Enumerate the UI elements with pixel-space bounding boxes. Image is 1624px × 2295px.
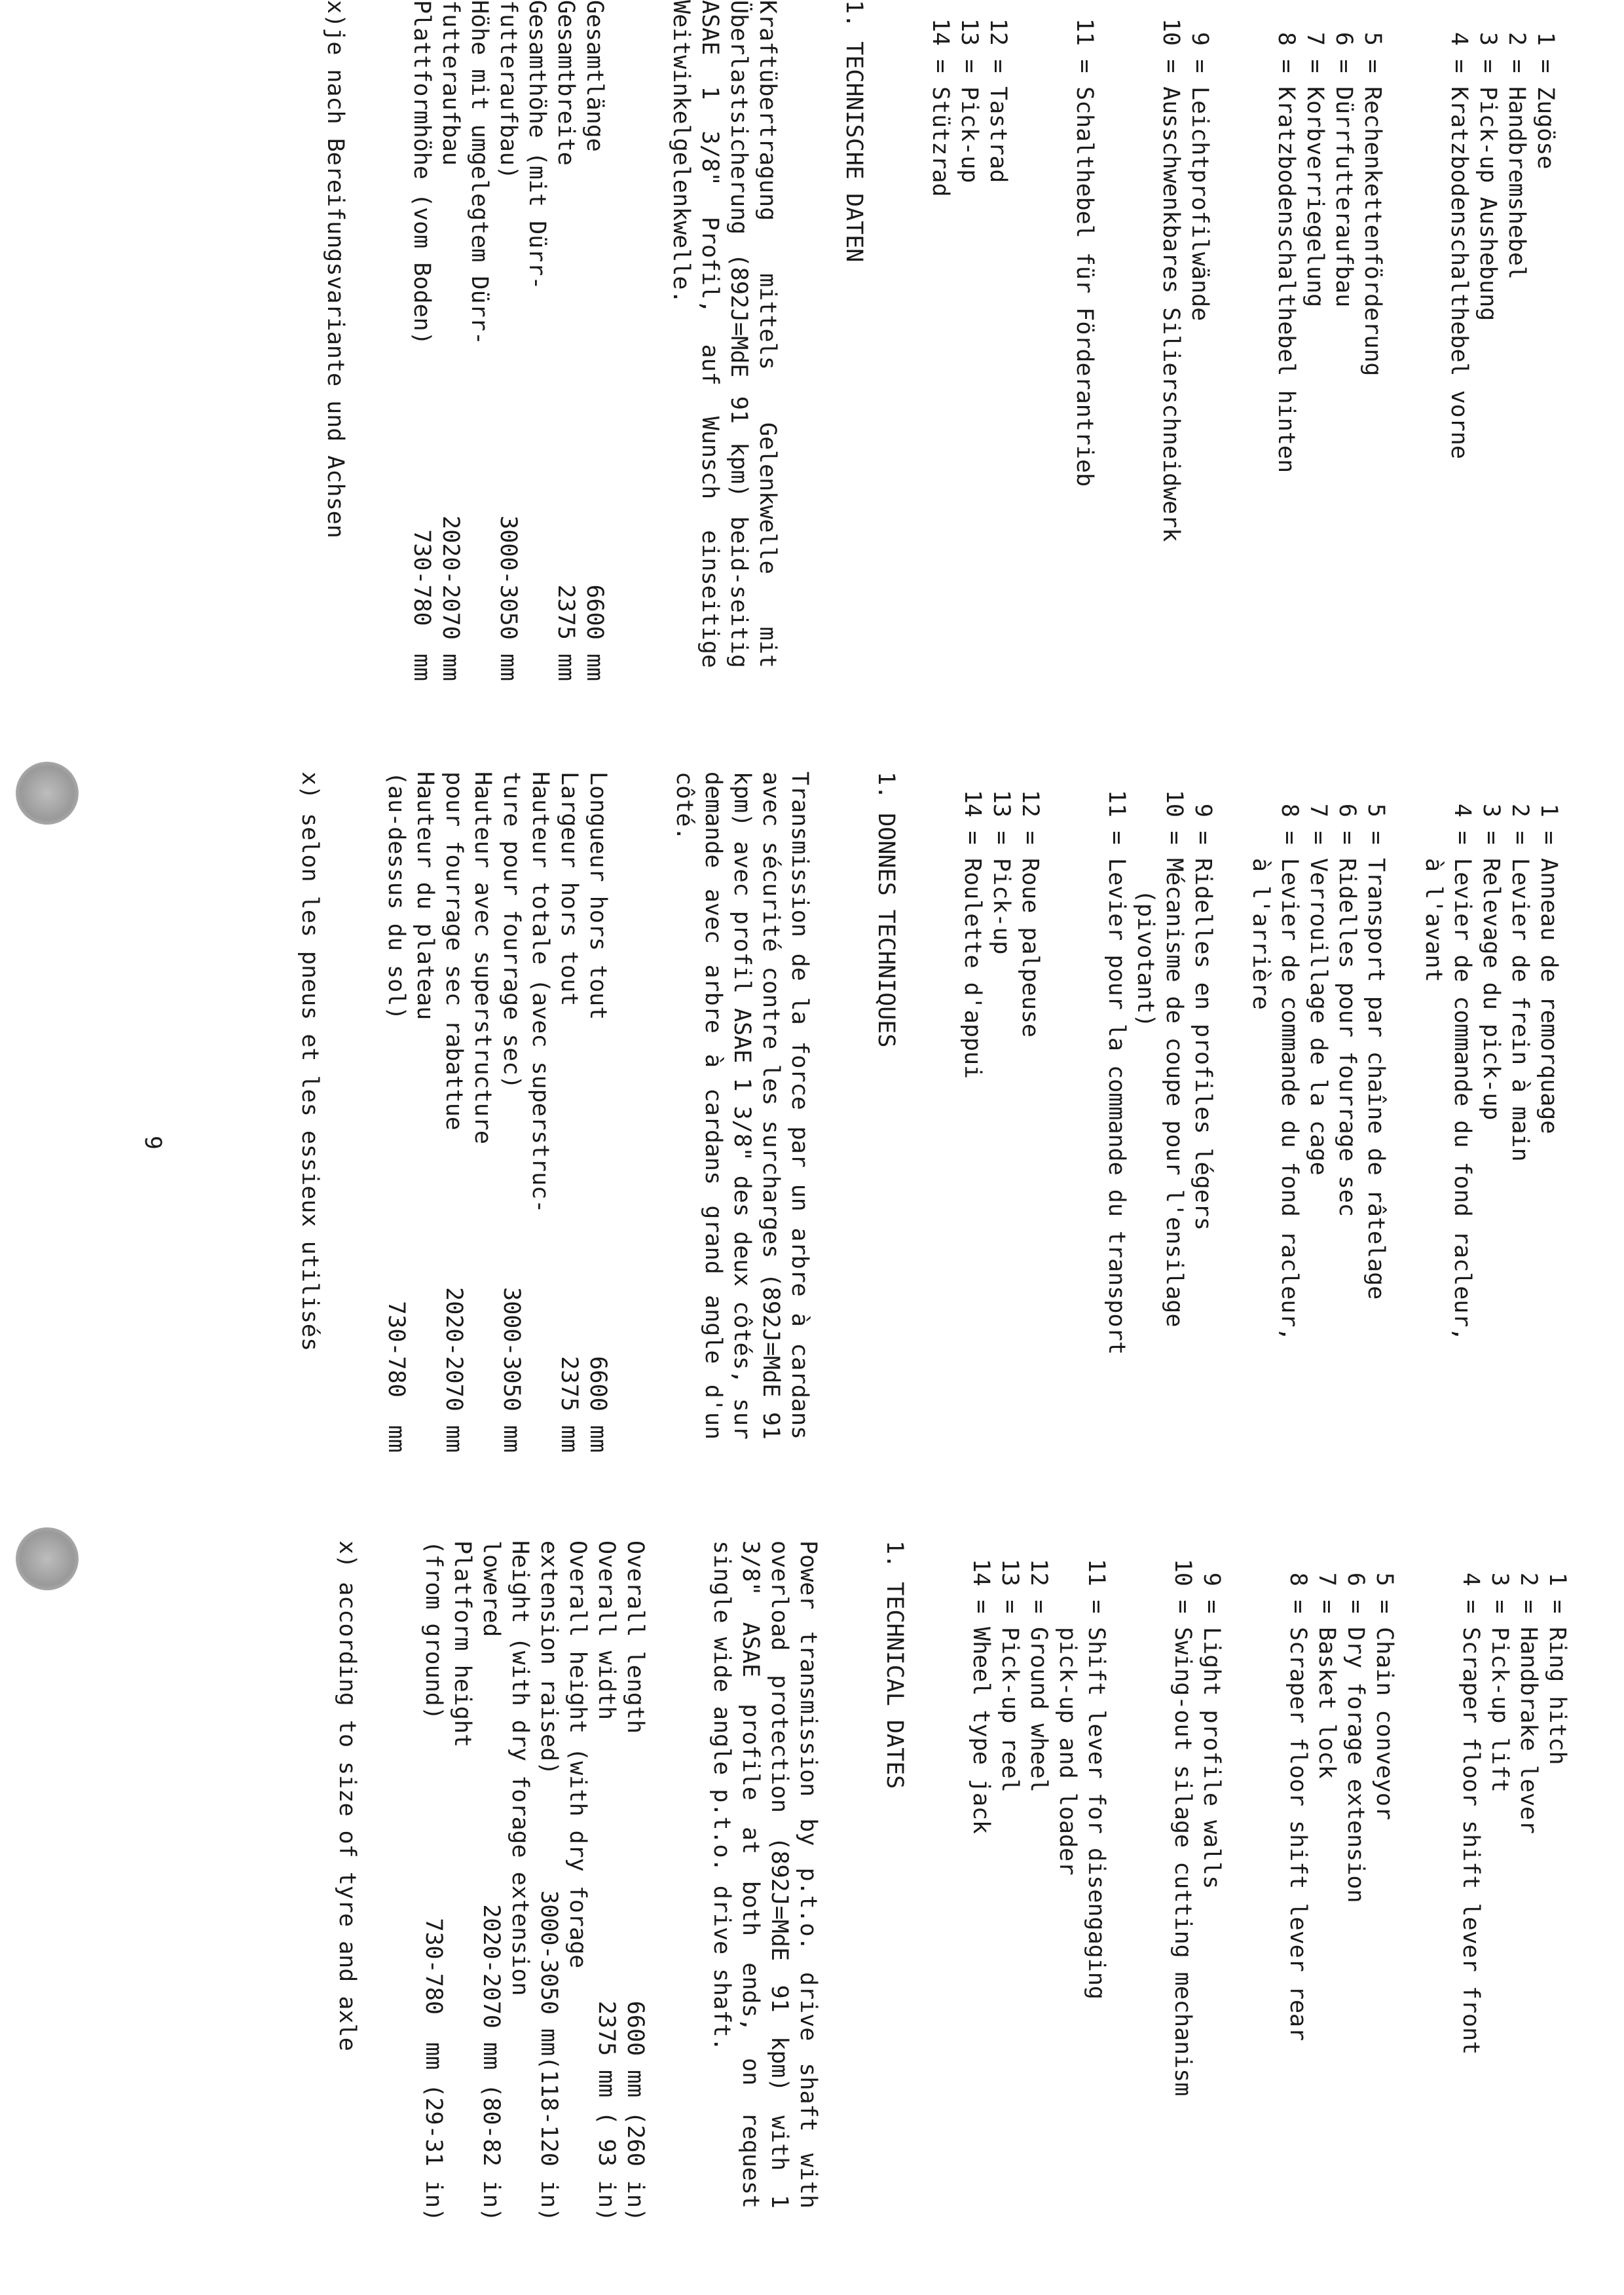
spec-row: Largeur hors tout 2375 mm bbox=[556, 772, 582, 1453]
list-item: 10 = Mécanisme de coupe pour l'ensilage bbox=[1161, 789, 1187, 1328]
spec-table bbox=[382, 772, 612, 1453]
list-item: 12 = Ground wheel bbox=[1025, 1558, 1052, 1793]
spec-row: Height (with dry forage extension bbox=[507, 1540, 533, 1996]
german-parts-list-c bbox=[1156, 0, 1214, 681]
list-item: 6 = Ridelles pour fourrage sec bbox=[1334, 803, 1360, 1217]
spec-row: Overall width 2375 mm ( 93 in) bbox=[593, 1540, 619, 2222]
spec-row: Höhe mit umgelegtem Dürr- bbox=[466, 0, 492, 345]
spec-row: futteraufbau) 3000-3050 mm bbox=[495, 0, 521, 681]
list-item: 8 = Kratzbodenschalthebel hinten bbox=[1273, 31, 1299, 474]
spec-row: futteraufbau 2020-2070 mm bbox=[437, 0, 464, 681]
page-number: 9 bbox=[139, 1136, 166, 1150]
list-item: 7 = Korbverriegelung bbox=[1302, 31, 1328, 308]
paragraph: Kraftübertragung mittels Gelenkwelle mit Überlastsicherung (892J=MdE 91 kpm) beid-seitig ASAE 1 3/8" Profil, auf Wunsch einseitige Weitwinkelgelenkwelle. bbox=[668, 0, 781, 668]
list-item: 3 = Relevage du pick-up bbox=[1478, 803, 1504, 1121]
list-item: 9 = Leichtprofilwände bbox=[1187, 31, 1213, 322]
spec-row: Hauteur totale (avec superstruc- bbox=[527, 772, 553, 1214]
spec-row: Hauteur avec superstructure bbox=[470, 772, 496, 1144]
list-item: 2 = Handbremshebel bbox=[1504, 31, 1530, 280]
list-item: 12 = Roue palpeuse bbox=[1017, 789, 1043, 1037]
footnote: x) according to size of tyre and axle bbox=[334, 1540, 360, 2051]
list-item: 6 = Dürrfutteraufbau bbox=[1331, 31, 1357, 308]
list-item: 10 = Ausschwenkbares Silierschneidwerk bbox=[1158, 18, 1184, 542]
list-item: 3 = Pick-up Aushebung bbox=[1475, 31, 1501, 322]
french-parts-list-e bbox=[958, 772, 1044, 1453]
list-item: 13 = Pick-up bbox=[988, 789, 1014, 955]
spec-table bbox=[419, 1540, 650, 2222]
list-item: 9 = Ridelles en profiles légers bbox=[1190, 803, 1216, 1231]
list-item-continuation: pick-up and loader bbox=[1054, 1627, 1080, 1876]
spec-row: Hauteur du plateau bbox=[412, 772, 438, 1020]
list-item: 11 = Shift lever for disengaging bbox=[1083, 1558, 1109, 2000]
list-item: 11 = Schalthebel für Förderantrieb bbox=[1071, 18, 1098, 487]
list-item: 3 = Pick-up lift bbox=[1486, 1572, 1513, 1793]
list-item: 5 = Rechenkettenförderung bbox=[1359, 31, 1386, 377]
section-heading: 1. TECHNISCHE DATEN bbox=[841, 0, 867, 263]
section-heading: 1. DONNES TECHNIQUES bbox=[873, 772, 899, 1048]
punch-hole bbox=[16, 762, 79, 825]
german-column bbox=[321, 0, 1560, 681]
list-item: 1 = Anneau de remorquage bbox=[1536, 803, 1562, 1134]
french-parts-list-a bbox=[1419, 772, 1563, 1453]
list-item: 4 = Kratzbodenschalthebel vorne bbox=[1446, 31, 1472, 459]
spec-row: Gesamtlänge 6600 mm bbox=[581, 0, 608, 681]
german-parts-list-d bbox=[1070, 0, 1099, 681]
spec-row: Overall height (with dry forage bbox=[564, 1540, 591, 1969]
list-item: 10 = Swing-out silage cutting mechanism bbox=[1170, 1558, 1196, 2097]
list-item: 5 = Chain conveyor bbox=[1371, 1572, 1397, 1821]
list-item: 1 = Ring hitch bbox=[1544, 1572, 1570, 1765]
english-parts-list-d bbox=[967, 1540, 1111, 2222]
list-item: 13 = Pick-up reel bbox=[997, 1558, 1023, 1793]
list-item: 5 = Transport par chaîne de râtelage bbox=[1363, 803, 1389, 1300]
spec-row: lowered 2020-2070 mm (80-82 in) bbox=[478, 1540, 504, 2222]
list-item-continuation: (pivotant) bbox=[1132, 889, 1158, 1028]
spec-row: extension raised) 3000-3050 mm(118-120 in) bbox=[536, 1540, 562, 2222]
list-item: 2 = Handbrake lever bbox=[1515, 1572, 1541, 1835]
french-parts-list-c bbox=[1102, 772, 1217, 1453]
section-heading: 1. TECHNICAL DATES bbox=[881, 1540, 908, 1789]
english-column bbox=[333, 1540, 1572, 2222]
list-item: 14 = Stützrad bbox=[927, 18, 953, 197]
spec-row: Platform height bbox=[449, 1540, 475, 1748]
french-parts-list-b bbox=[1246, 772, 1390, 1453]
footnote: x)je nach Bereifungsvariante und Achsen bbox=[322, 0, 348, 538]
spec-row: Plattformhöhe (vom Boden) 730-780 mm bbox=[409, 0, 435, 681]
list-item: 12 = Tastrad bbox=[985, 18, 1011, 183]
list-item: 7 = Verrouillage de la cage bbox=[1305, 803, 1331, 1176]
footnote: x) selon les pneus et les essieux utilisés bbox=[297, 772, 323, 1352]
english-parts-list-a bbox=[1456, 1540, 1572, 2222]
list-item: 4 = Levier de commande du fond racleur, bbox=[1449, 803, 1475, 1341]
spec-row: ture pour fourrage sec) 3000-3050 mm bbox=[498, 772, 525, 1453]
list-item: 11 = Levier pour la commande du transport bbox=[1103, 789, 1130, 1355]
spec-row: (au-dessus du sol) 730-780 mm bbox=[383, 772, 409, 1453]
german-parts-list-e bbox=[926, 0, 1012, 681]
list-item: 1 = Zugöse bbox=[1532, 31, 1559, 170]
spec-row: Overall length 6600 mm (260 in) bbox=[622, 1540, 648, 2222]
list-item: 2 = Levier de frein à main bbox=[1507, 803, 1533, 1162]
spec-row: Gesamthöhe (mit Dürr- bbox=[524, 0, 550, 290]
list-item-continuation: à l'avant bbox=[1420, 858, 1447, 982]
list-item: 14 = Roulette d'appui bbox=[959, 789, 986, 1079]
paragraph: Transmission de la force par un arbre à cardans avec sécurité contre les surcharges (892J=MdE 91 kpm) avec profil ASAE 1 3/8" des deux côtés, sur demande avec arbre à cardans grand angle d'un côté. bbox=[671, 772, 813, 1440]
spec-row: Gesamtbreite 2375 mm bbox=[553, 0, 579, 681]
list-item-continuation: à l'arrière bbox=[1247, 858, 1274, 1010]
french-column bbox=[295, 772, 1563, 1453]
german-parts-list-b bbox=[1272, 0, 1387, 681]
paragraph: Power transmission by p.t.o. drive shaft with overload protection (892J=MdE 91 kpm) with 1 3/8" ASAE profile at both ends, on request single wide angle p.t.o. drive shaft. bbox=[709, 1540, 821, 2209]
list-item: 9 = Light profile walls bbox=[1198, 1572, 1225, 1890]
punch-hole bbox=[16, 1527, 79, 1590]
list-item: 7 = Basket lock bbox=[1314, 1572, 1340, 1779]
list-item: 4 = Scraper floor shift lever front bbox=[1458, 1572, 1484, 2055]
english-parts-list-b bbox=[1283, 1540, 1399, 2222]
spec-table bbox=[407, 0, 609, 681]
german-parts-list-a bbox=[1445, 0, 1560, 681]
list-item: 14 = Wheel type jack bbox=[968, 1558, 994, 1835]
english-parts-list-c bbox=[1168, 1540, 1226, 2222]
spec-row: Longueur hors tout 6600 mm bbox=[585, 772, 611, 1453]
list-item: 13 = Pick-up bbox=[956, 18, 982, 183]
list-item: 8 = Scraper floor shift lever rear bbox=[1285, 1572, 1311, 2042]
spec-row: (from ground) 730-780 mm (29-31 in) bbox=[420, 1540, 447, 2222]
list-item: 6 = Dry forage extension bbox=[1342, 1572, 1369, 1903]
spec-row: pour fourrage sec rabattue 2020-2070 mm bbox=[441, 772, 467, 1453]
list-item: 8 = Levier de commande du fond racleur, bbox=[1276, 803, 1302, 1341]
